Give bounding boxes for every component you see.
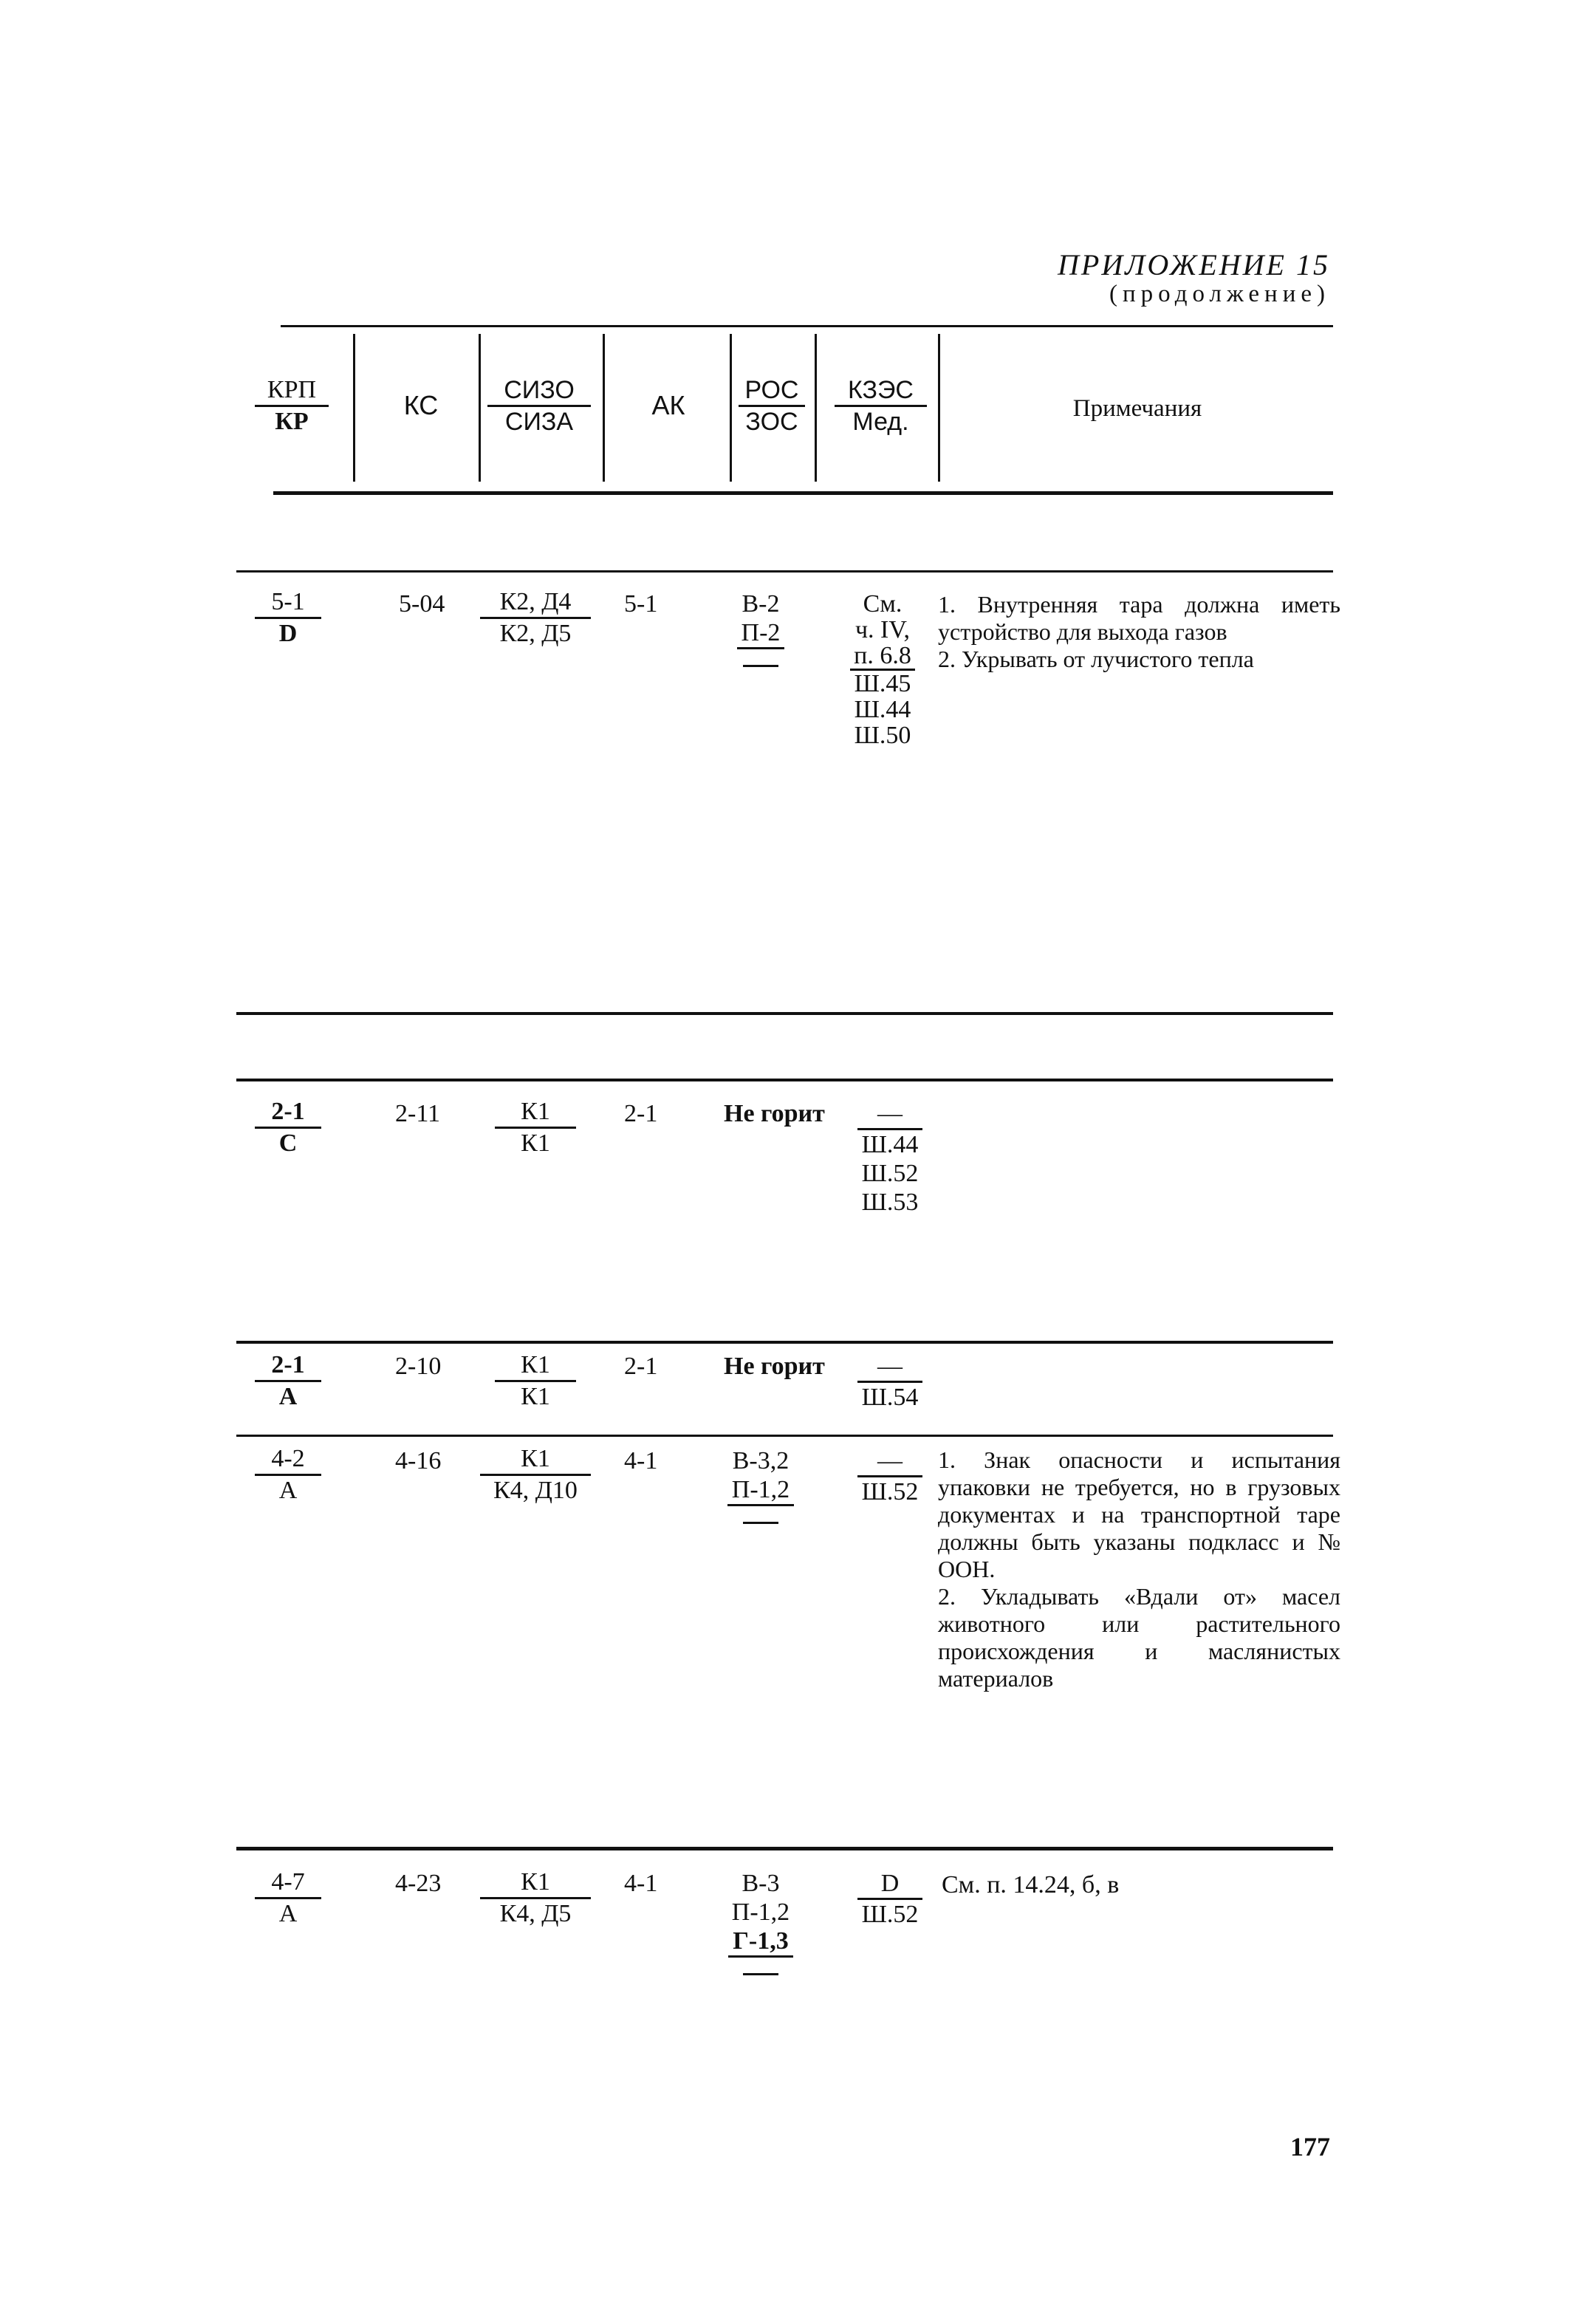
header-ks: КС <box>403 390 439 420</box>
header-krp-kr: КРП КР <box>255 375 329 437</box>
row-divider <box>236 1435 1333 1437</box>
header-col-divider <box>815 334 817 482</box>
row1-ros-zos: В-2 П-2 <box>709 589 812 678</box>
row2-ak: 2-1 <box>624 1100 658 1127</box>
row-divider <box>236 1012 1333 1015</box>
row3-ak: 2-1 <box>624 1353 658 1380</box>
row2-ks: 2-11 <box>395 1100 441 1127</box>
row4-krp-kr: 4-2 А <box>255 1444 321 1506</box>
row4-notes: 1. Знак опасности и испытания упаковки не требуется, но в грузовых документах и на транспортной таре должны быть указаны подкласс и № ООН. 2. Укладывать «Вдали от» масел животного или растительного происхождения и маслянистых материалов <box>938 1446 1340 1692</box>
row5-sizo-siza: К1 К4, Д5 <box>480 1867 591 1929</box>
row4-ros-zos: В-3,2 П-1,2 <box>709 1446 812 1535</box>
row5-krp-kr: 4-7 А <box>255 1867 321 1929</box>
row1-krp-kr: $\frac{5-1}{D}$ <box>255 587 321 649</box>
row5-kzes-med: D Ш.52 <box>842 1869 938 1929</box>
row-divider <box>236 570 1333 573</box>
header-ak: АК <box>651 390 685 420</box>
page-number: 177 <box>1290 2132 1330 2161</box>
header-bottom-rule <box>273 491 1333 495</box>
row5-ros-zos: В-3 П-1,2 Г-1,3 <box>709 1869 812 1986</box>
row3-kzes-med: — Ш.54 <box>842 1352 938 1412</box>
header-kzes-med: КЗЭС Мед. <box>835 375 927 437</box>
row5-ks: 4-23 <box>395 1870 442 1897</box>
header-col-divider <box>730 334 732 482</box>
header-col-divider <box>603 334 605 482</box>
row3-ros: Не горит <box>724 1353 825 1380</box>
header-notes: Примечания <box>1072 395 1202 422</box>
header-sizo-siza: СИЗО СИЗА <box>487 375 591 437</box>
row-divider <box>236 1341 1333 1344</box>
row5-ak: 4-1 <box>624 1870 658 1897</box>
row5-notes: См. п. 14.24, б, в <box>942 1871 1120 1898</box>
header-col-divider <box>353 334 355 482</box>
appendix-subtitle: (продолжение) <box>1109 281 1330 307</box>
row4-kzes-med: — Ш.52 <box>842 1446 938 1506</box>
row4-ks: 4-16 <box>395 1447 442 1474</box>
row2-kzes-med: — Ш.44 Ш.52 Ш.53 <box>842 1099 938 1217</box>
header-col-divider <box>938 334 940 482</box>
row1-notes: 1. Внутренняя тара должна иметь устройство для выхода газов 2. Укрывать от лучистого тепла <box>938 591 1340 672</box>
row1-sizo-siza: К2, Д4 К2, Д5 <box>480 587 591 649</box>
header-col-divider <box>479 334 481 482</box>
row2-sizo-siza: К1 К1 <box>495 1097 576 1158</box>
header-ros-zos: РОС ЗОС <box>739 375 805 437</box>
row1-ak: 5-1 <box>624 590 658 618</box>
row4-sizo-siza: К1 К4, Д10 <box>480 1444 591 1506</box>
row4-ak: 4-1 <box>624 1447 658 1474</box>
row3-ks: 2-10 <box>395 1353 442 1380</box>
header-top-rule <box>281 325 1333 327</box>
row2-ros: Не горит <box>724 1100 825 1127</box>
row3-krp-kr: 2-1 А <box>255 1350 321 1412</box>
row-divider <box>236 1847 1333 1850</box>
appendix-title: ПРИЛОЖЕНИЕ 15 <box>1058 248 1330 281</box>
row-divider <box>236 1079 1333 1081</box>
row2-krp-kr: 2-1 С <box>255 1097 321 1158</box>
row3-sizo-siza: К1 К1 <box>495 1350 576 1412</box>
row1-ks: 5-04 <box>399 590 445 618</box>
row1-kzes-med: См. ч. IV, п. 6.8 Ш.45 Ш.44 Ш.50 <box>835 591 931 748</box>
